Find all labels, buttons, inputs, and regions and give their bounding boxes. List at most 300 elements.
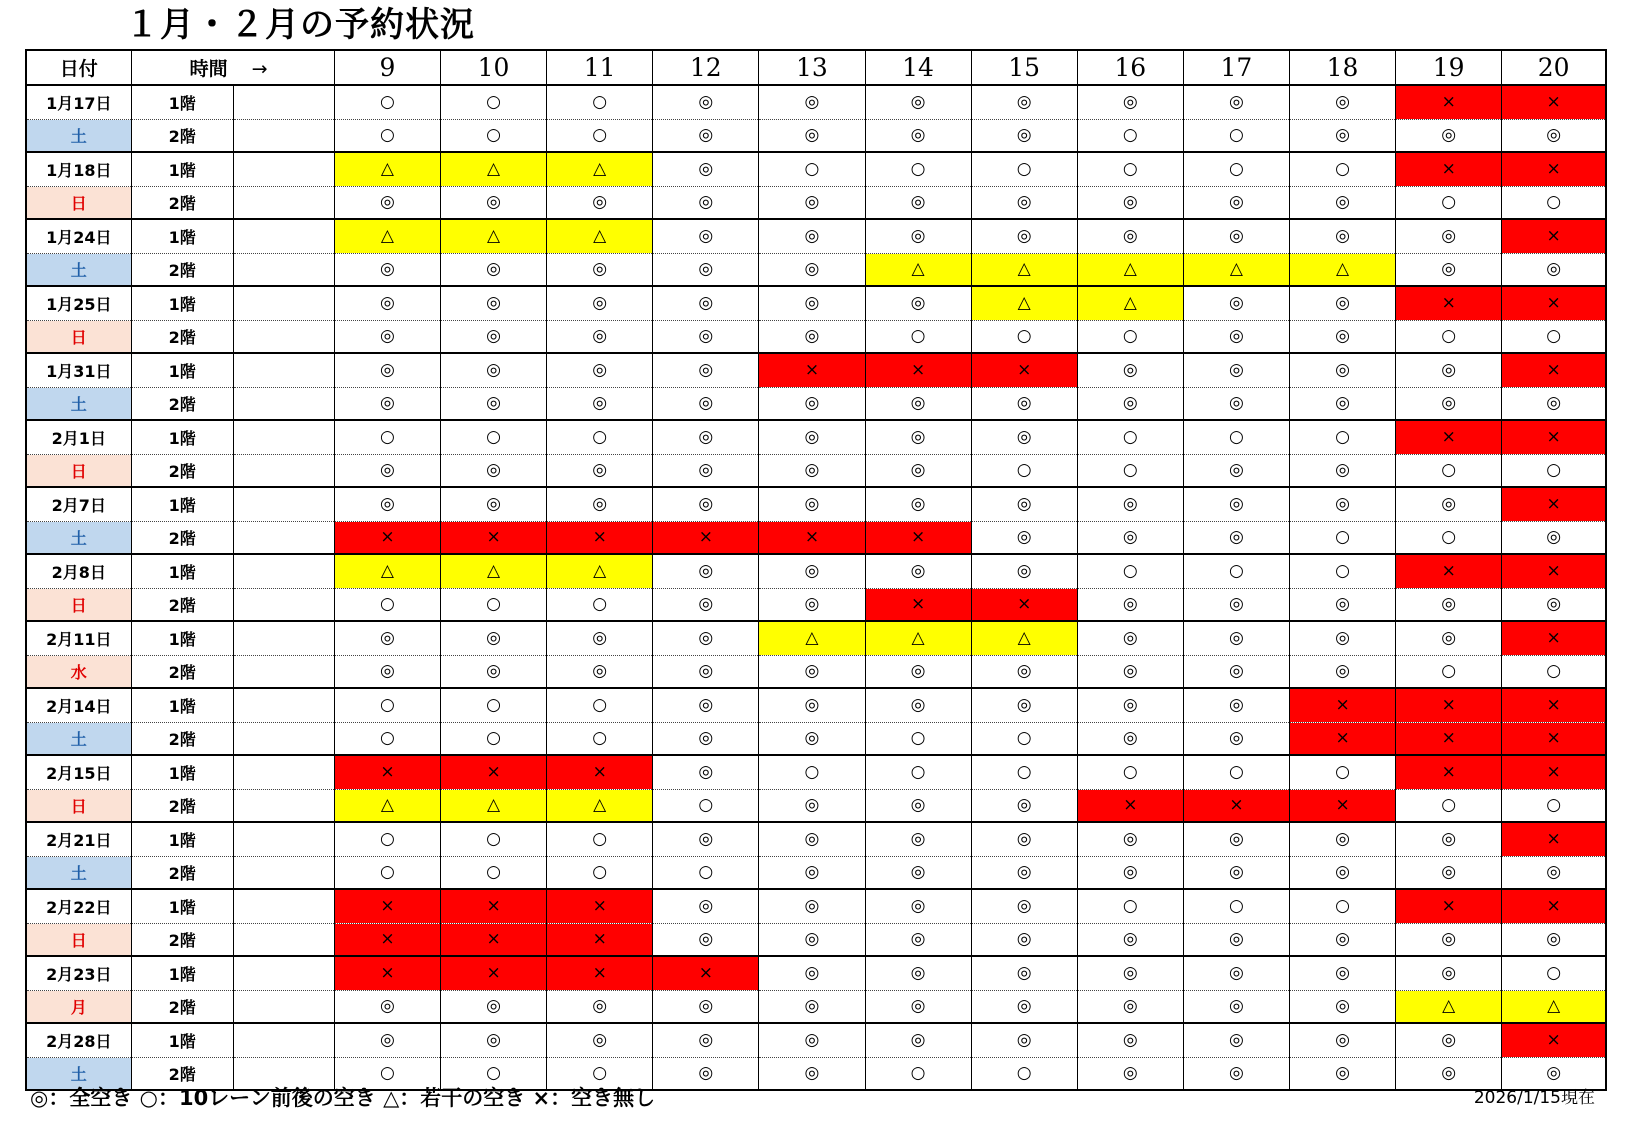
date-cell: 2月8日 — [26, 554, 131, 588]
floor-label: 1階 — [131, 420, 233, 454]
slot-cell: × — [1290, 722, 1396, 755]
floor-label: 2階 — [131, 588, 233, 621]
slot-cell: ◎ — [865, 554, 971, 588]
slot-cell: ◎ — [1077, 1057, 1183, 1090]
slot-cell: ◎ — [865, 923, 971, 956]
table-row — [26, 454, 1606, 487]
slot-cell: ◎ — [865, 186, 971, 219]
slot-cell: × — [334, 889, 440, 923]
slot-cell: × — [759, 353, 865, 387]
date-cell: 2月22日 — [26, 889, 131, 923]
spacer-cell — [233, 688, 334, 722]
slot-cell: ◎ — [1077, 387, 1183, 420]
slot-cell: ◎ — [441, 1023, 547, 1057]
slot-cell: ○ — [441, 688, 547, 722]
slot-cell: ◎ — [865, 487, 971, 521]
slot-cell: × — [547, 923, 653, 956]
hour-header: 9 — [334, 50, 440, 85]
slot-cell: ○ — [334, 1057, 440, 1090]
slot-cell: ◎ — [441, 621, 547, 655]
slot-cell: ◎ — [971, 889, 1077, 923]
table-row — [26, 856, 1606, 889]
floor-label: 2階 — [131, 655, 233, 688]
slot-cell: ◎ — [1183, 286, 1289, 320]
table-row — [26, 119, 1606, 152]
slot-cell: △ — [547, 554, 653, 588]
slot-cell: ○ — [1077, 420, 1183, 454]
slot-cell: ◎ — [1077, 822, 1183, 856]
slot-cell: ◎ — [653, 822, 759, 856]
slot-cell: ◎ — [1183, 320, 1289, 353]
slot-cell: ◎ — [759, 119, 865, 152]
slot-cell: ◎ — [334, 387, 440, 420]
slot-cell: ○ — [441, 856, 547, 889]
slot-cell: × — [1502, 85, 1606, 119]
slot-cell: ○ — [1502, 320, 1606, 353]
slot-cell: ◎ — [759, 1023, 865, 1057]
spacer-cell — [233, 554, 334, 588]
slot-cell: ○ — [441, 588, 547, 621]
slot-cell: ◎ — [1183, 186, 1289, 219]
slot-cell: ○ — [1396, 186, 1502, 219]
slot-cell: ◎ — [653, 186, 759, 219]
date-cell: 1月25日 — [26, 286, 131, 320]
slot-cell: × — [865, 353, 971, 387]
slot-cell: ◎ — [759, 822, 865, 856]
floor-label: 1階 — [131, 487, 233, 521]
slot-cell: × — [1502, 822, 1606, 856]
slot-cell: ○ — [547, 1057, 653, 1090]
slot-cell: ○ — [653, 789, 759, 822]
slot-cell: ○ — [441, 722, 547, 755]
slot-cell: × — [1396, 420, 1502, 454]
slot-cell: △ — [441, 219, 547, 253]
slot-cell: × — [1502, 889, 1606, 923]
slot-cell: ○ — [334, 588, 440, 621]
slot-cell: △ — [334, 219, 440, 253]
slot-cell: ◎ — [547, 487, 653, 521]
slot-cell: ◎ — [547, 621, 653, 655]
spacer-cell — [233, 454, 334, 487]
slot-cell: ◎ — [865, 789, 971, 822]
slot-cell: ○ — [1502, 655, 1606, 688]
weekday-badge: 土 — [26, 387, 131, 420]
slot-cell: × — [547, 956, 653, 990]
weekday-badge: 土 — [26, 856, 131, 889]
weekday-badge: 土 — [26, 119, 131, 152]
slot-cell: ◎ — [759, 856, 865, 889]
date-cell: 2月28日 — [26, 1023, 131, 1057]
spacer-cell — [233, 85, 334, 119]
slot-cell: ◎ — [1183, 454, 1289, 487]
spacer-cell — [233, 1023, 334, 1057]
slot-cell: ◎ — [1396, 253, 1502, 286]
slot-cell: △ — [1290, 253, 1396, 286]
slot-cell: △ — [759, 621, 865, 655]
slot-cell: × — [865, 521, 971, 554]
floor-label: 1階 — [131, 621, 233, 655]
slot-cell: × — [1502, 688, 1606, 722]
slot-cell: ◎ — [759, 789, 865, 822]
slot-cell: ◎ — [653, 152, 759, 186]
slot-cell: △ — [1183, 253, 1289, 286]
floor-label: 2階 — [131, 253, 233, 286]
slot-cell: ◎ — [759, 487, 865, 521]
date-cell: 2月11日 — [26, 621, 131, 655]
header-time: 時間 → — [131, 50, 334, 85]
slot-cell: ◎ — [759, 286, 865, 320]
slot-cell: ◎ — [1290, 956, 1396, 990]
table-row — [26, 420, 1606, 454]
slot-cell: △ — [1396, 990, 1502, 1023]
slot-cell: ◎ — [653, 990, 759, 1023]
slot-cell: ◎ — [547, 387, 653, 420]
slot-cell: ◎ — [1396, 219, 1502, 253]
slot-cell: × — [1502, 554, 1606, 588]
slot-cell: ○ — [1290, 420, 1396, 454]
hour-header: 10 — [441, 50, 547, 85]
slot-cell: ◎ — [865, 286, 971, 320]
slot-cell: ◎ — [1077, 521, 1183, 554]
slot-cell: ○ — [547, 856, 653, 889]
date-cell: 2月21日 — [26, 822, 131, 856]
slot-cell: ○ — [1077, 554, 1183, 588]
slot-cell: ◎ — [1077, 856, 1183, 889]
slot-cell: ○ — [1396, 454, 1502, 487]
floor-label: 2階 — [131, 320, 233, 353]
hour-header: 20 — [1502, 50, 1606, 85]
slot-cell: △ — [1077, 253, 1183, 286]
slot-cell: ◎ — [547, 286, 653, 320]
date-cell: 1月17日 — [26, 85, 131, 119]
slot-cell: × — [653, 521, 759, 554]
table-row — [26, 353, 1606, 387]
slot-cell: ◎ — [441, 655, 547, 688]
slot-cell: ◎ — [1396, 1023, 1502, 1057]
slot-cell: ◎ — [653, 353, 759, 387]
table-row — [26, 822, 1606, 856]
slot-cell: ○ — [865, 152, 971, 186]
slot-cell: ◎ — [334, 621, 440, 655]
floor-label: 2階 — [131, 387, 233, 420]
slot-cell: ○ — [1183, 554, 1289, 588]
slot-cell: ◎ — [759, 253, 865, 286]
slot-cell: ◎ — [865, 856, 971, 889]
slot-cell: △ — [441, 152, 547, 186]
slot-cell: × — [334, 755, 440, 789]
slot-cell: × — [334, 521, 440, 554]
slot-cell: ○ — [1396, 521, 1502, 554]
table-row — [26, 219, 1606, 253]
slot-cell: ◎ — [334, 454, 440, 487]
slot-cell: ◎ — [971, 387, 1077, 420]
legend: ◎：全空き ○：10レーン前後の空き △：若干の空き ×：空き無し — [30, 1086, 656, 1110]
slot-cell: ○ — [547, 119, 653, 152]
slot-cell: ◎ — [865, 822, 971, 856]
slot-cell: ◎ — [1183, 387, 1289, 420]
slot-cell: ◎ — [971, 487, 1077, 521]
slot-cell: ◎ — [1183, 688, 1289, 722]
floor-label: 1階 — [131, 1023, 233, 1057]
slot-cell: ◎ — [971, 923, 1077, 956]
slot-cell: ◎ — [1183, 822, 1289, 856]
slot-cell: ○ — [441, 420, 547, 454]
slot-cell: × — [334, 956, 440, 990]
table-row — [26, 990, 1606, 1023]
slot-cell: ◎ — [971, 789, 1077, 822]
slot-cell: × — [1396, 688, 1502, 722]
slot-cell: ◎ — [759, 990, 865, 1023]
floor-label: 1階 — [131, 688, 233, 722]
slot-cell: ◎ — [547, 353, 653, 387]
slot-cell: × — [441, 521, 547, 554]
slot-cell: ◎ — [1396, 956, 1502, 990]
slot-cell: ◎ — [759, 554, 865, 588]
slot-cell: × — [1502, 152, 1606, 186]
floor-label: 2階 — [131, 923, 233, 956]
slot-cell: ◎ — [971, 420, 1077, 454]
floor-label: 1階 — [131, 219, 233, 253]
slot-cell: ○ — [1502, 186, 1606, 219]
slot-cell: ○ — [547, 420, 653, 454]
slot-cell: × — [547, 755, 653, 789]
slot-cell: ○ — [971, 1057, 1077, 1090]
slot-cell: ◎ — [1077, 722, 1183, 755]
weekday-badge: 日 — [26, 186, 131, 219]
slot-cell: ○ — [547, 722, 653, 755]
spacer-cell — [233, 990, 334, 1023]
slot-cell: × — [547, 889, 653, 923]
table-row — [26, 85, 1606, 119]
table-row — [26, 923, 1606, 956]
slot-cell: ◎ — [1290, 1023, 1396, 1057]
slot-cell: ◎ — [1502, 588, 1606, 621]
slot-cell: × — [441, 956, 547, 990]
slot-cell: ○ — [759, 152, 865, 186]
slot-cell: ○ — [865, 1057, 971, 1090]
hour-header: 19 — [1396, 50, 1502, 85]
slot-cell: ○ — [1290, 755, 1396, 789]
slot-cell: ○ — [1290, 889, 1396, 923]
slot-cell: ◎ — [334, 286, 440, 320]
slot-cell: × — [547, 521, 653, 554]
slot-cell: × — [653, 956, 759, 990]
slot-cell: ◎ — [441, 353, 547, 387]
slot-cell: ◎ — [1290, 822, 1396, 856]
table-row — [26, 320, 1606, 353]
slot-cell: ○ — [1396, 655, 1502, 688]
slot-cell: × — [1290, 789, 1396, 822]
slot-cell: ○ — [1077, 454, 1183, 487]
slot-cell: ◎ — [865, 454, 971, 487]
slot-cell: ◎ — [334, 655, 440, 688]
spacer-cell — [233, 119, 334, 152]
slot-cell: ○ — [441, 822, 547, 856]
slot-cell: ◎ — [971, 655, 1077, 688]
floor-label: 1階 — [131, 353, 233, 387]
slot-cell: ◎ — [653, 722, 759, 755]
hour-header: 12 — [653, 50, 759, 85]
slot-cell: ○ — [334, 85, 440, 119]
slot-cell: ◎ — [653, 219, 759, 253]
spacer-cell — [233, 856, 334, 889]
table-row — [26, 286, 1606, 320]
floor-label: 2階 — [131, 856, 233, 889]
slot-cell: ◎ — [653, 1023, 759, 1057]
slot-cell: ◎ — [653, 85, 759, 119]
slot-cell: ○ — [1077, 755, 1183, 789]
date-cell: 2月14日 — [26, 688, 131, 722]
slot-cell: ◎ — [1290, 487, 1396, 521]
slot-cell: × — [1502, 219, 1606, 253]
slot-cell: ◎ — [1183, 722, 1289, 755]
table-row — [26, 722, 1606, 755]
slot-cell: × — [1502, 755, 1606, 789]
slot-cell: △ — [334, 152, 440, 186]
spacer-cell — [233, 923, 334, 956]
spacer-cell — [233, 889, 334, 923]
slot-cell: △ — [971, 286, 1077, 320]
slot-cell: ◎ — [865, 688, 971, 722]
slot-cell: × — [1396, 722, 1502, 755]
slot-cell: ◎ — [1183, 655, 1289, 688]
slot-cell: × — [971, 353, 1077, 387]
slot-cell: ◎ — [653, 454, 759, 487]
slot-cell: ◎ — [334, 487, 440, 521]
slot-cell: ◎ — [1077, 353, 1183, 387]
slot-cell: ○ — [334, 722, 440, 755]
slot-cell: ◎ — [865, 956, 971, 990]
floor-label: 1階 — [131, 85, 233, 119]
floor-label: 2階 — [131, 186, 233, 219]
slot-cell: ◎ — [1077, 1023, 1183, 1057]
spacer-cell — [233, 320, 334, 353]
table-row — [26, 387, 1606, 420]
slot-cell: ◎ — [1290, 85, 1396, 119]
slot-cell: ◎ — [1502, 521, 1606, 554]
slot-cell: ◎ — [759, 387, 865, 420]
slot-cell: ◎ — [1183, 219, 1289, 253]
slot-cell: ◎ — [1502, 119, 1606, 152]
slot-cell: ◎ — [653, 119, 759, 152]
slot-cell: ○ — [1290, 521, 1396, 554]
slot-cell: ◎ — [1183, 487, 1289, 521]
slot-cell: ◎ — [1396, 588, 1502, 621]
slot-cell: ○ — [334, 119, 440, 152]
floor-label: 2階 — [131, 722, 233, 755]
table-row — [26, 1023, 1606, 1057]
slot-cell: ○ — [547, 822, 653, 856]
slot-cell: ◎ — [971, 990, 1077, 1023]
slot-cell: ◎ — [1183, 923, 1289, 956]
slot-cell: ◎ — [1396, 387, 1502, 420]
slot-cell: △ — [865, 253, 971, 286]
slot-cell: ○ — [1290, 554, 1396, 588]
spacer-cell — [233, 521, 334, 554]
table-row — [26, 688, 1606, 722]
slot-cell: ○ — [1183, 152, 1289, 186]
slot-cell: △ — [547, 152, 653, 186]
slot-cell: ◎ — [865, 889, 971, 923]
table-row — [26, 253, 1606, 286]
slot-cell: ◎ — [865, 990, 971, 1023]
slot-cell: ◎ — [759, 85, 865, 119]
slot-cell: ◎ — [1077, 655, 1183, 688]
slot-cell: ◎ — [547, 655, 653, 688]
slot-cell: × — [1396, 85, 1502, 119]
slot-cell: × — [759, 521, 865, 554]
spacer-cell — [233, 789, 334, 822]
table-row — [26, 521, 1606, 554]
slot-cell: ◎ — [759, 655, 865, 688]
slot-cell: △ — [441, 554, 547, 588]
slot-cell: ○ — [334, 856, 440, 889]
slot-cell: ◎ — [1077, 956, 1183, 990]
weekday-badge: 日 — [26, 454, 131, 487]
slot-cell: ○ — [971, 755, 1077, 789]
slot-cell: ◎ — [1502, 253, 1606, 286]
slot-cell: ◎ — [759, 420, 865, 454]
slot-cell: ◎ — [971, 219, 1077, 253]
slot-cell: ○ — [334, 822, 440, 856]
slot-cell: ◎ — [547, 320, 653, 353]
floor-label: 1階 — [131, 889, 233, 923]
slot-cell: ◎ — [1502, 923, 1606, 956]
slot-cell: ○ — [971, 454, 1077, 487]
date-cell: 2月23日 — [26, 956, 131, 990]
slot-cell: △ — [1077, 286, 1183, 320]
slot-cell: ◎ — [653, 889, 759, 923]
date-cell: 1月18日 — [26, 152, 131, 186]
slot-cell: ◎ — [1502, 1057, 1606, 1090]
table-row — [26, 554, 1606, 588]
slot-cell: × — [1502, 286, 1606, 320]
slot-cell: × — [1502, 353, 1606, 387]
slot-cell: ◎ — [653, 286, 759, 320]
slot-cell: ◎ — [1290, 119, 1396, 152]
slot-cell: ◎ — [865, 219, 971, 253]
slot-cell: △ — [1502, 990, 1606, 1023]
slot-cell: ◎ — [547, 1023, 653, 1057]
floor-label: 1階 — [131, 286, 233, 320]
slot-cell: ◎ — [971, 554, 1077, 588]
spacer-cell — [233, 621, 334, 655]
hour-header: 11 — [547, 50, 653, 85]
slot-cell: ◎ — [653, 755, 759, 789]
table-row — [26, 956, 1606, 990]
slot-cell: ○ — [1077, 119, 1183, 152]
slot-cell: ◎ — [971, 688, 1077, 722]
slot-cell: ◎ — [653, 387, 759, 420]
slot-cell: ◎ — [865, 119, 971, 152]
slot-cell: ◎ — [547, 454, 653, 487]
weekday-badge: 月 — [26, 990, 131, 1023]
slot-cell: ○ — [1396, 789, 1502, 822]
slot-cell: ◎ — [971, 822, 1077, 856]
spacer-cell — [233, 722, 334, 755]
slot-cell: ○ — [653, 856, 759, 889]
slot-cell: ◎ — [759, 588, 865, 621]
slot-cell: ◎ — [1077, 85, 1183, 119]
hour-header: 14 — [865, 50, 971, 85]
slot-cell: ◎ — [759, 454, 865, 487]
spacer-cell — [233, 387, 334, 420]
floor-label: 1階 — [131, 755, 233, 789]
slot-cell: ◎ — [759, 956, 865, 990]
slot-cell: ◎ — [1502, 387, 1606, 420]
slot-cell: × — [1502, 621, 1606, 655]
slot-cell: ◎ — [1290, 655, 1396, 688]
